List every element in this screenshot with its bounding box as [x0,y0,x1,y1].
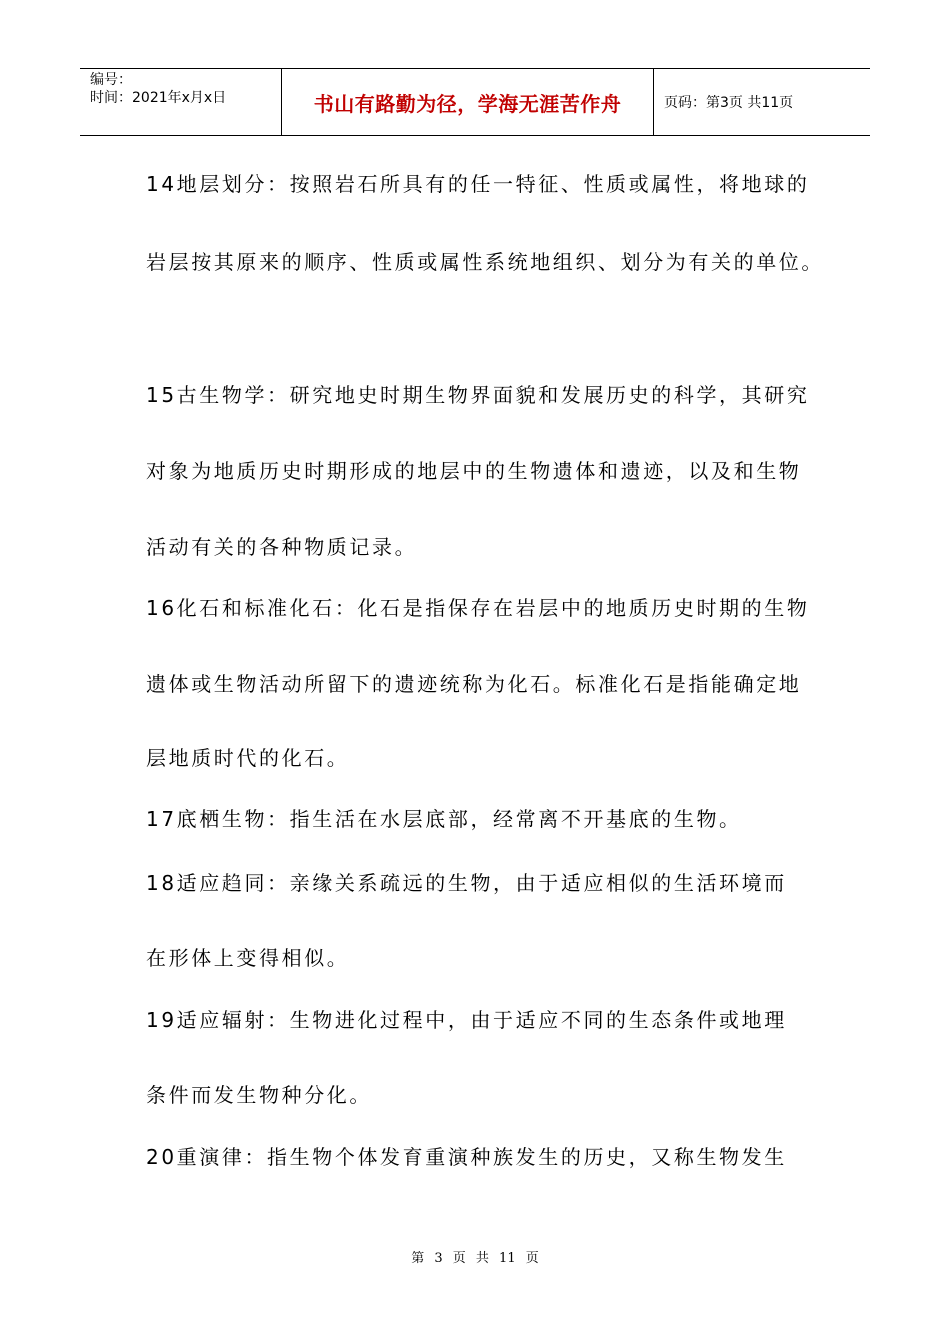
document-number-label: 编号： [90,72,132,88]
text-line: 层地质时代的化石。 [146,746,350,770]
text-line: 14地层划分：按照岩石所具有的任一特征、性质或属性，将地球的 [146,172,810,196]
text-line: 16化石和标准化石：化石是指保存在岩层中的地质历史时期的生物 [146,596,810,620]
text-line: 在形体上变得相似。 [146,946,350,970]
text-line: 15古生物学：研究地史时期生物界面貌和发展历史的科学，其研究 [146,383,810,407]
text-line: 19适应辐射：生物进化过程中，由于适应不同的生态条件或地理 [146,1008,787,1032]
page-footer: 第 3 页 共 11 页 [411,1251,539,1266]
header-meta [80,69,282,135]
text-line: 岩层按其原来的顺序、性质或属性系统地组织、划分为有关的单位。 [146,250,824,274]
text-line: 17底栖生物：指生活在水层底部，经常离不开基底的生物。 [146,807,742,831]
text-line: 20重演律：指生物个体发育重演种族发生的历史，又称生物发生 [146,1145,787,1169]
text-line: 条件而发生物种分化。 [146,1083,372,1107]
header-table [80,68,870,136]
text-line: 18适应趋同：亲缘关系疏远的生物，由于适应相似的生活环境而 [146,871,787,895]
text-line: 对象为地质历史时期形成的地层中的生物遗体和遗迹，以及和生物 [146,459,802,483]
text-line: 活动有关的各种物质记录。 [146,535,418,559]
header-page-info: 页码：第3页 共11页 [664,95,794,111]
document-time-label: 时间：2021年x月x日 [90,90,227,106]
header-motto: 书山有路勤为径，学海无涯苦作舟 [282,69,654,135]
text-line: 遗体或生物活动所留下的遗迹统称为化石。标准化石是指能确定地 [146,672,802,696]
